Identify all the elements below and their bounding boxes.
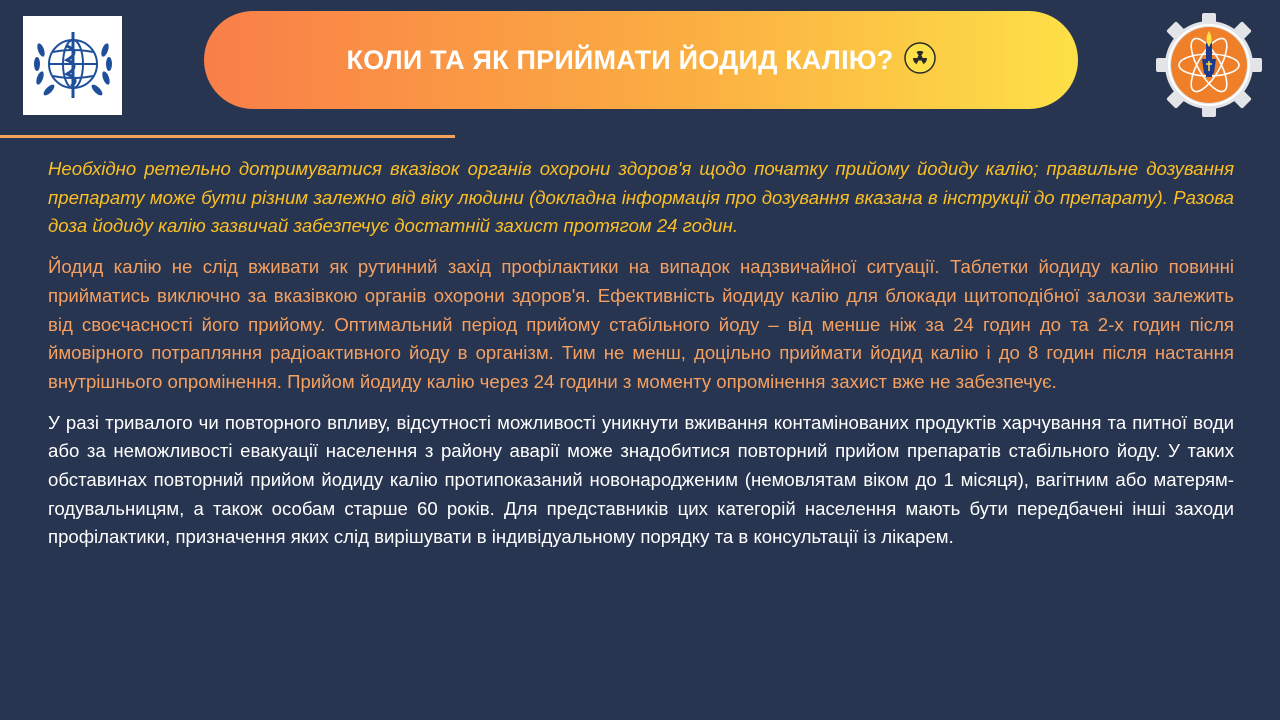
main-content	[48, 155, 1234, 564]
paragraph-timing: Йодид калію не слід вживати як рутинний захід профілактики на випадок надзвичайної ситуації. Таблетки йодиду калію повинні прийматись виключно за вказівкою органів охорони здоров'я. Ефективність йодиду калію для блокади щитоподібної залози залежить від своєчасності його прийому. Оптимальний період прийому стабільного йоду – від менше ніж за 24 годин до та 2-х годин після ймовірного потрапляння радіоактивного йоду в організм. Тим не менш, доцільно приймати йодид калію і до 8 годин після настання внутрішнього опромінення. Прийом йодиду калію через 24 години з моменту опромінення захист вже не забезпечує.	[48, 256, 1234, 392]
atom-emblem-logo	[1148, 8, 1270, 122]
paragraph-repeated-exposure: У разі тривалого чи повторного впливу, відсутності можливості уникнути вживання контамінованих продуктів харчування та питної води або за неможливості евакуації населення з району аварії може знадобитися повторний прийом препаратів стабільного йоду. У таких обставинах повторний прийом йодиду калію протипоказаний новонародженим (немовлятам віком до 1 місяця), вагітним або матерям-годувальницям, а також особам старше 60 років. Для представників цих категорій населення мають бути передбачені інші заходи профілактики, призначення яких слід вирішувати в індивідуальному порядку та в консультації із лікарем.	[48, 411, 1234, 548]
radiation-icon	[904, 42, 936, 79]
paragraph-dosage: Необхідно ретельно дотримуватися вказівок органів охорони здоров'я щодо початку прийому йодиду калію; правильне дозування препарату може бути різним залежно від віку людини (докладна інформація про дозування вказана в інструкції до препарату). Разова доза йодиду калію зазвичай забезпечує достатній захист протягом 24 годин.	[48, 158, 1234, 237]
who-logo	[23, 16, 122, 115]
header-divider	[0, 135, 455, 138]
page-title: КОЛИ ТА ЯК ПРИЙМАТИ ЙОДИД КАЛІЮ?	[346, 44, 894, 75]
title-banner	[204, 11, 1078, 109]
